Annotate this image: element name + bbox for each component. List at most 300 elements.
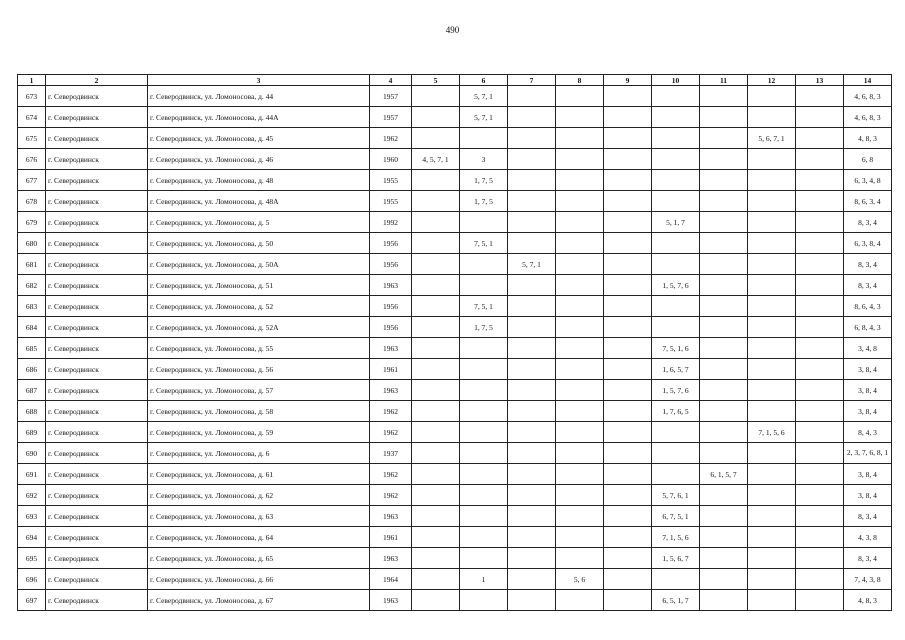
year-cell: 1937: [370, 443, 412, 464]
code-cell: [796, 464, 844, 485]
code-cell: [508, 296, 556, 317]
year-cell: 1962: [370, 401, 412, 422]
city-cell: г. Северодвинск: [46, 233, 148, 254]
code-cell: [412, 212, 460, 233]
code-cell: 1: [460, 569, 508, 590]
code-cell: [508, 338, 556, 359]
code-cell: [700, 527, 748, 548]
row-number-cell: 675: [18, 128, 46, 149]
code-cell: [556, 170, 604, 191]
code-cell: [508, 170, 556, 191]
column-header: 1: [18, 75, 46, 86]
code-cell: 3: [460, 149, 508, 170]
code-cell: [460, 443, 508, 464]
code-cell: 1, 7, 6, 5: [652, 401, 700, 422]
code-cell: [700, 422, 748, 443]
code-cell: [652, 464, 700, 485]
code-cell: [412, 359, 460, 380]
address-cell: г. Северодвинск, ул. Ломоносова, д. 6: [148, 443, 370, 464]
code-cell: 7, 5, 1: [460, 233, 508, 254]
year-cell: 1962: [370, 485, 412, 506]
city-cell: г. Северодвинск: [46, 296, 148, 317]
city-cell: г. Северодвинск: [46, 401, 148, 422]
code-cell: [412, 296, 460, 317]
code-cell: [796, 485, 844, 506]
code-cell: [412, 275, 460, 296]
code-cell: [556, 464, 604, 485]
code-cell: 3, 8, 4: [844, 380, 892, 401]
code-cell: [796, 338, 844, 359]
code-cell: [748, 254, 796, 275]
code-cell: 6, 8, 4, 3: [844, 317, 892, 338]
code-cell: [460, 254, 508, 275]
address-cell: г. Северодвинск, ул. Ломоносова, д. 58: [148, 401, 370, 422]
row-number-cell: 688: [18, 401, 46, 422]
code-cell: [604, 275, 652, 296]
table-row: [18, 443, 892, 464]
code-cell: 4, 3, 8: [844, 527, 892, 548]
code-cell: [700, 191, 748, 212]
code-cell: [604, 359, 652, 380]
code-cell: [508, 506, 556, 527]
city-cell: г. Северодвинск: [46, 128, 148, 149]
code-cell: [508, 107, 556, 128]
code-cell: [604, 338, 652, 359]
code-cell: [652, 569, 700, 590]
address-cell: г. Северодвинск, ул. Ломоносова, д. 5: [148, 212, 370, 233]
code-cell: 4, 5, 7, 1: [412, 149, 460, 170]
code-cell: 7, 1, 5, 6: [652, 527, 700, 548]
code-cell: 3, 8, 4: [844, 359, 892, 380]
address-cell: г. Северодвинск, ул. Ломоносова, д. 50А: [148, 254, 370, 275]
code-cell: 7, 5, 1: [460, 296, 508, 317]
row-number-cell: 686: [18, 359, 46, 380]
code-cell: 4, 6, 8, 3: [844, 107, 892, 128]
row-number-cell: 692: [18, 485, 46, 506]
code-cell: [700, 569, 748, 590]
code-cell: [652, 170, 700, 191]
code-cell: [412, 527, 460, 548]
table-row: [18, 86, 892, 107]
row-number-cell: 684: [18, 317, 46, 338]
year-cell: 1956: [370, 254, 412, 275]
code-cell: [796, 443, 844, 464]
code-cell: 6, 7, 5, 1: [652, 506, 700, 527]
code-cell: [748, 485, 796, 506]
address-cell: г. Северодвинск, ул. Ломоносова, д. 59: [148, 422, 370, 443]
address-cell: г. Северодвинск, ул. Ломоносова, д. 44А: [148, 107, 370, 128]
code-cell: [412, 548, 460, 569]
code-cell: [796, 401, 844, 422]
code-cell: [604, 401, 652, 422]
column-header: 11: [700, 75, 748, 86]
code-cell: [652, 191, 700, 212]
address-cell: г. Северодвинск, ул. Ломоносова, д. 55: [148, 338, 370, 359]
code-cell: 1, 7, 5: [460, 317, 508, 338]
code-cell: [700, 275, 748, 296]
row-number-cell: 683: [18, 296, 46, 317]
code-cell: 6, 3, 4, 8: [844, 170, 892, 191]
code-cell: [700, 548, 748, 569]
table-row: [18, 590, 892, 611]
address-cell: г. Северодвинск, ул. Ломоносова, д. 46: [148, 149, 370, 170]
city-cell: г. Северодвинск: [46, 86, 148, 107]
address-cell: г. Северодвинск, ул. Ломоносова, д. 52А: [148, 317, 370, 338]
code-cell: 1, 7, 5: [460, 191, 508, 212]
row-number-cell: 679: [18, 212, 46, 233]
code-cell: [460, 485, 508, 506]
code-cell: [652, 422, 700, 443]
code-cell: [508, 359, 556, 380]
table-row: [18, 317, 892, 338]
code-cell: [700, 317, 748, 338]
city-cell: г. Северодвинск: [46, 506, 148, 527]
code-cell: [652, 317, 700, 338]
code-cell: [412, 464, 460, 485]
city-cell: г. Северодвинск: [46, 443, 148, 464]
code-cell: [412, 569, 460, 590]
code-cell: 4, 8, 3: [844, 590, 892, 611]
code-cell: 6, 1, 5, 7: [700, 464, 748, 485]
code-cell: 6, 5, 1, 7: [652, 590, 700, 611]
code-cell: 5, 1, 7: [652, 212, 700, 233]
city-cell: г. Северодвинск: [46, 464, 148, 485]
code-cell: [556, 107, 604, 128]
code-cell: [604, 149, 652, 170]
code-cell: [748, 401, 796, 422]
code-cell: [700, 170, 748, 191]
code-cell: [796, 149, 844, 170]
code-cell: [556, 86, 604, 107]
code-cell: [508, 590, 556, 611]
code-cell: [796, 191, 844, 212]
address-cell: г. Северодвинск, ул. Ломоносова, д. 51: [148, 275, 370, 296]
code-cell: [508, 212, 556, 233]
code-cell: [508, 443, 556, 464]
year-cell: 1963: [370, 548, 412, 569]
code-cell: [796, 128, 844, 149]
code-cell: [796, 233, 844, 254]
table-row: [18, 170, 892, 191]
code-cell: [508, 149, 556, 170]
code-cell: [748, 506, 796, 527]
code-cell: 3, 8, 4: [844, 464, 892, 485]
table-row: [18, 359, 892, 380]
code-cell: 3, 8, 4: [844, 485, 892, 506]
code-cell: 8, 3, 4: [844, 212, 892, 233]
code-cell: [700, 254, 748, 275]
code-cell: [748, 191, 796, 212]
code-cell: [604, 107, 652, 128]
code-cell: 5, 7, 1: [460, 86, 508, 107]
code-cell: [412, 191, 460, 212]
year-cell: 1955: [370, 191, 412, 212]
code-cell: 6, 3, 8, 4: [844, 233, 892, 254]
code-cell: [556, 149, 604, 170]
year-cell: 1963: [370, 380, 412, 401]
code-cell: [460, 128, 508, 149]
code-cell: [460, 527, 508, 548]
code-cell: [460, 506, 508, 527]
row-number-cell: 676: [18, 149, 46, 170]
table-row: [18, 275, 892, 296]
code-cell: [460, 401, 508, 422]
code-cell: [460, 212, 508, 233]
code-cell: 2, 3, 7, 6, 8, 1: [844, 443, 892, 464]
code-cell: [700, 149, 748, 170]
table-row: [18, 212, 892, 233]
code-cell: [748, 275, 796, 296]
column-header: 4: [370, 75, 412, 86]
city-cell: г. Северодвинск: [46, 170, 148, 191]
code-cell: [508, 401, 556, 422]
code-cell: [508, 380, 556, 401]
code-cell: 8, 3, 4: [844, 254, 892, 275]
code-cell: [796, 275, 844, 296]
code-cell: [796, 107, 844, 128]
code-cell: [460, 380, 508, 401]
code-cell: [556, 359, 604, 380]
city-cell: г. Северодвинск: [46, 359, 148, 380]
code-cell: [556, 233, 604, 254]
code-cell: 8, 6, 3, 4: [844, 191, 892, 212]
code-cell: 5, 7, 6, 1: [652, 485, 700, 506]
code-cell: [556, 527, 604, 548]
code-cell: [508, 527, 556, 548]
year-cell: 1963: [370, 338, 412, 359]
address-cell: г. Северодвинск, ул. Ломоносова, д. 50: [148, 233, 370, 254]
code-cell: [604, 569, 652, 590]
code-cell: [412, 107, 460, 128]
code-cell: [556, 128, 604, 149]
code-cell: [748, 107, 796, 128]
code-cell: [508, 128, 556, 149]
code-cell: 7, 1, 5, 6: [748, 422, 796, 443]
city-cell: г. Северодвинск: [46, 107, 148, 128]
table-row: [18, 548, 892, 569]
column-header: 13: [796, 75, 844, 86]
column-header: 7: [508, 75, 556, 86]
code-cell: 1, 5, 7, 6: [652, 275, 700, 296]
code-cell: [796, 548, 844, 569]
code-cell: [412, 380, 460, 401]
code-cell: [412, 233, 460, 254]
year-cell: 1961: [370, 359, 412, 380]
code-cell: [508, 233, 556, 254]
code-cell: [508, 86, 556, 107]
code-cell: [460, 338, 508, 359]
city-cell: г. Северодвинск: [46, 380, 148, 401]
year-cell: 1964: [370, 569, 412, 590]
code-cell: [460, 359, 508, 380]
code-cell: [604, 548, 652, 569]
code-cell: [796, 212, 844, 233]
table-row: [18, 464, 892, 485]
code-cell: [604, 254, 652, 275]
row-number-cell: 693: [18, 506, 46, 527]
code-cell: [604, 317, 652, 338]
table-row: [18, 506, 892, 527]
code-cell: [700, 107, 748, 128]
code-cell: 8, 3, 4: [844, 275, 892, 296]
code-cell: [700, 380, 748, 401]
code-cell: [508, 275, 556, 296]
year-cell: 1956: [370, 317, 412, 338]
row-number-cell: 697: [18, 590, 46, 611]
city-cell: г. Северодвинск: [46, 590, 148, 611]
page-number: 490: [445, 25, 460, 35]
code-cell: [604, 128, 652, 149]
code-cell: [556, 191, 604, 212]
code-cell: [652, 107, 700, 128]
address-cell: г. Северодвинск, ул. Ломоносова, д. 65: [148, 548, 370, 569]
address-cell: г. Северодвинск, ул. Ломоносова, д. 44: [148, 86, 370, 107]
code-cell: 7, 5, 1, 6: [652, 338, 700, 359]
table-row: [18, 149, 892, 170]
code-cell: [460, 422, 508, 443]
table-row: [18, 422, 892, 443]
city-cell: г. Северодвинск: [46, 422, 148, 443]
year-cell: 1957: [370, 107, 412, 128]
code-cell: [652, 233, 700, 254]
code-cell: [556, 254, 604, 275]
code-cell: 3, 4, 8: [844, 338, 892, 359]
city-cell: г. Северодвинск: [46, 338, 148, 359]
code-cell: [412, 128, 460, 149]
code-cell: [700, 590, 748, 611]
address-cell: г. Северодвинск, ул. Ломоносова, д. 57: [148, 380, 370, 401]
code-cell: [748, 380, 796, 401]
code-cell: [604, 233, 652, 254]
code-cell: [748, 86, 796, 107]
code-cell: [412, 401, 460, 422]
code-cell: [556, 422, 604, 443]
code-cell: [748, 170, 796, 191]
code-cell: [508, 191, 556, 212]
code-cell: 4, 8, 3: [844, 128, 892, 149]
code-cell: [604, 506, 652, 527]
code-cell: [652, 296, 700, 317]
year-cell: 1961: [370, 527, 412, 548]
table-row: [18, 569, 892, 590]
column-header: 14: [844, 75, 892, 86]
column-header: 2: [46, 75, 148, 86]
code-cell: [796, 317, 844, 338]
year-cell: 1963: [370, 590, 412, 611]
code-cell: [412, 422, 460, 443]
code-cell: [508, 317, 556, 338]
row-number-cell: 682: [18, 275, 46, 296]
address-cell: г. Северодвинск, ул. Ломоносова, д. 48: [148, 170, 370, 191]
table-row: [18, 233, 892, 254]
code-cell: [604, 212, 652, 233]
table-row: [18, 485, 892, 506]
code-cell: [604, 170, 652, 191]
table-row: [18, 107, 892, 128]
row-number-cell: 687: [18, 380, 46, 401]
code-cell: [748, 212, 796, 233]
code-cell: [748, 590, 796, 611]
code-cell: 1, 5, 7, 6: [652, 380, 700, 401]
code-cell: [508, 485, 556, 506]
code-cell: [748, 359, 796, 380]
address-cell: г. Северодвинск, ул. Ломоносова, д. 62: [148, 485, 370, 506]
code-cell: [652, 443, 700, 464]
address-cell: г. Северодвинск, ул. Ломоносова, д. 45: [148, 128, 370, 149]
row-number-cell: 691: [18, 464, 46, 485]
address-cell: г. Северодвинск, ул. Ломоносова, д. 48А: [148, 191, 370, 212]
code-cell: [748, 464, 796, 485]
code-cell: [508, 464, 556, 485]
year-cell: 1963: [370, 275, 412, 296]
code-cell: [796, 359, 844, 380]
code-cell: [412, 485, 460, 506]
code-cell: [700, 506, 748, 527]
code-cell: [748, 548, 796, 569]
code-cell: [700, 485, 748, 506]
address-cell: г. Северодвинск, ул. Ломоносова, д. 63: [148, 506, 370, 527]
table-row: [18, 380, 892, 401]
code-cell: [604, 443, 652, 464]
year-cell: 1992: [370, 212, 412, 233]
code-cell: [412, 338, 460, 359]
year-cell: 1956: [370, 296, 412, 317]
code-cell: [652, 149, 700, 170]
code-cell: [604, 464, 652, 485]
header-row: [18, 75, 892, 86]
code-cell: [604, 191, 652, 212]
table-row: [18, 254, 892, 275]
code-cell: [556, 401, 604, 422]
code-cell: [556, 275, 604, 296]
column-header: 6: [460, 75, 508, 86]
code-cell: [556, 212, 604, 233]
code-cell: [604, 380, 652, 401]
row-number-cell: 696: [18, 569, 46, 590]
code-cell: [700, 233, 748, 254]
code-cell: [508, 569, 556, 590]
column-header: 10: [652, 75, 700, 86]
code-cell: [412, 506, 460, 527]
code-cell: [700, 86, 748, 107]
city-cell: г. Северодвинск: [46, 275, 148, 296]
code-cell: [796, 590, 844, 611]
address-cell: г. Северодвинск, ул. Ломоносова, д. 66: [148, 569, 370, 590]
code-cell: 8, 4, 3: [844, 422, 892, 443]
code-cell: [748, 569, 796, 590]
table-body: [18, 86, 892, 611]
year-cell: 1962: [370, 128, 412, 149]
year-cell: 1963: [370, 506, 412, 527]
city-cell: г. Северодвинск: [46, 317, 148, 338]
code-cell: [796, 527, 844, 548]
city-cell: г. Северодвинск: [46, 254, 148, 275]
code-cell: [796, 296, 844, 317]
city-cell: г. Северодвинск: [46, 149, 148, 170]
code-cell: [412, 443, 460, 464]
code-cell: [556, 548, 604, 569]
row-number-cell: 689: [18, 422, 46, 443]
code-cell: [796, 422, 844, 443]
city-cell: г. Северодвинск: [46, 485, 148, 506]
row-number-cell: 678: [18, 191, 46, 212]
code-cell: 1, 5, 6, 7: [652, 548, 700, 569]
code-cell: [748, 149, 796, 170]
year-cell: 1956: [370, 233, 412, 254]
code-cell: 5, 6: [556, 569, 604, 590]
row-number-cell: 677: [18, 170, 46, 191]
code-cell: [748, 317, 796, 338]
